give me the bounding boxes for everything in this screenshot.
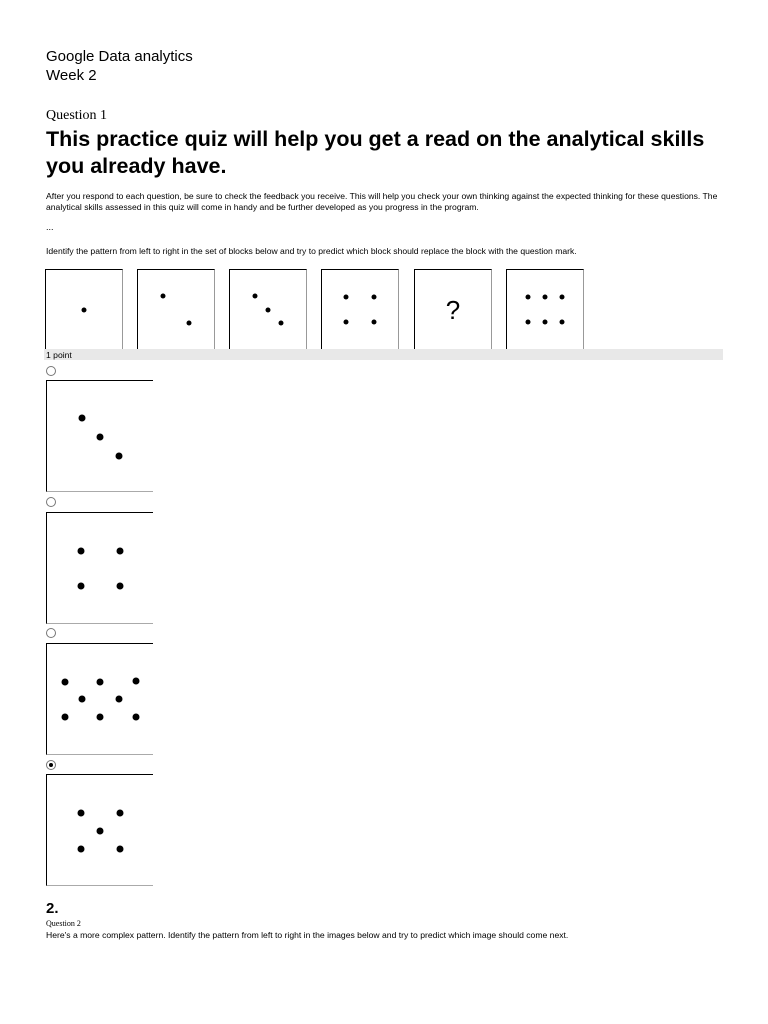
dot [97, 679, 104, 686]
sequence-block-question [414, 269, 492, 351]
question-1-instruction: Identify the pattern from left to right in the set of blocks below and try to predict which block should replace the block with the question mark. [46, 246, 577, 256]
dot [526, 295, 531, 300]
dot [253, 294, 258, 299]
dot [117, 583, 124, 590]
dot [62, 679, 69, 686]
question-1-label: Question 1 [46, 108, 108, 123]
option-3-image[interactable] [46, 643, 153, 755]
ellipsis: ... [46, 222, 54, 232]
sequence-block-4 [321, 269, 399, 351]
option-4-image[interactable] [46, 774, 153, 886]
option-1-radio[interactable] [46, 366, 56, 376]
points-bar [44, 349, 723, 360]
dot [266, 308, 271, 313]
dot [133, 678, 140, 685]
sequence-block-1 [45, 269, 123, 351]
quiz-headline: This practice quiz will help you get a read on the analytical skills you already have. [46, 127, 705, 178]
dot [78, 583, 85, 590]
dot [78, 548, 85, 555]
dot [117, 548, 124, 555]
dot [526, 320, 531, 325]
dot [78, 846, 85, 853]
dot [543, 295, 548, 300]
dot [344, 295, 349, 300]
document-title-line2: Week 2 [46, 67, 97, 84]
sequence-block-3 [229, 269, 307, 351]
option-2-radio[interactable] [46, 497, 56, 507]
dot [97, 434, 104, 441]
dot [62, 714, 69, 721]
dot [560, 320, 565, 325]
dot [560, 295, 565, 300]
dot [79, 696, 86, 703]
question-mark: ? [445, 294, 461, 325]
document-title [46, 47, 193, 85]
option-3-radio[interactable] [46, 628, 56, 638]
dot [117, 810, 124, 817]
question-points: 1 point [46, 350, 72, 360]
option-1-image[interactable] [46, 380, 153, 492]
question-2-label: Question 2 [46, 919, 81, 928]
dot [117, 846, 124, 853]
dot [97, 714, 104, 721]
dot [78, 810, 85, 817]
sequence-block-2 [137, 269, 215, 351]
dot [372, 320, 377, 325]
dot [82, 308, 87, 313]
document-title-line1: Google Data analytics [46, 48, 193, 65]
dot [116, 696, 123, 703]
dot [344, 320, 349, 325]
question-2-number: 2. [46, 900, 59, 917]
dot [97, 828, 104, 835]
quiz-intro: After you respond to each question, be sure to check the feedback you receive. This will help you check your own thinking against the expected thinking for these questions. The analytical skills assessed in this quiz will come in handy and be further developed as you progress in the program. [46, 191, 718, 212]
dot [543, 320, 548, 325]
dot [79, 415, 86, 422]
dot [372, 295, 377, 300]
option-2-image[interactable] [46, 512, 153, 624]
sequence-block-6 [506, 269, 584, 351]
dot [133, 714, 140, 721]
option-4-radio-selected[interactable] [46, 760, 56, 770]
question-2-instruction: Here's a more complex pattern. Identify the pattern from left to right in the images below and try to predict which image should come next. [46, 930, 569, 940]
dot [187, 321, 192, 326]
dot [161, 294, 166, 299]
dot [116, 453, 123, 460]
dot [279, 321, 284, 326]
